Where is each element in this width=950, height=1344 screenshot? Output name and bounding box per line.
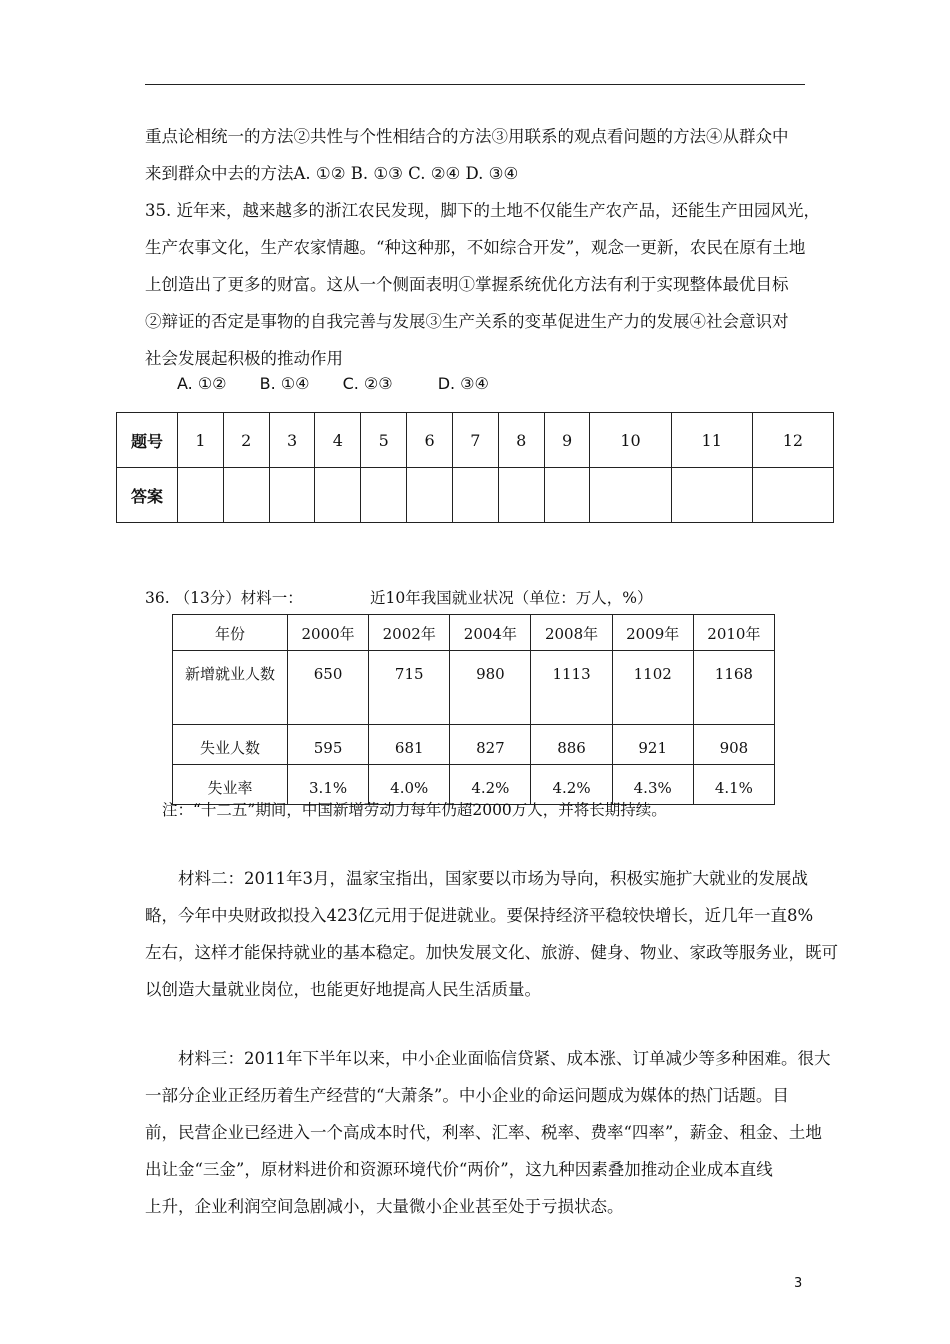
question-number-cell: 7 <box>452 413 498 468</box>
answer-row <box>117 468 834 523</box>
table-cell: 715 <box>369 651 450 725</box>
question-35-options <box>177 374 517 393</box>
table-cell: 4.2% <box>531 765 612 805</box>
question-number-cell: 6 <box>407 413 453 468</box>
year-header: 2000年 <box>288 615 369 651</box>
table-cell: 4.2% <box>450 765 531 805</box>
question-number-cell: 3 <box>269 413 315 468</box>
table-cell: 886 <box>531 725 612 765</box>
option-d: D. ③④ <box>437 374 489 393</box>
table-cell: 4.3% <box>612 765 693 805</box>
text-line: 前，民营企业已经进入一个高成本时代，利率、汇率、税率、费率“四率”，薪金、租金、土地 <box>145 1123 822 1142</box>
table-row <box>173 725 775 765</box>
answer-cell[interactable] <box>269 468 315 523</box>
table-cell: 1168 <box>693 651 774 725</box>
header-rule <box>145 84 805 85</box>
question-number-cell: 10 <box>590 413 671 468</box>
table-cell: 980 <box>450 651 531 725</box>
table-cell: 4.0% <box>369 765 450 805</box>
question-number-cell: 9 <box>544 413 590 468</box>
year-header: 2010年 <box>693 615 774 651</box>
question-number-cell: 11 <box>671 413 752 468</box>
text-line: 材料三：2011年下半年以来，中小企业面临信贷紧、成本涨、订单减少等多种困难。很大 <box>178 1049 831 1068</box>
table-cell: 1102 <box>612 651 693 725</box>
answer-sheet-table <box>116 412 834 523</box>
answer-cell[interactable] <box>590 468 671 523</box>
text-line: 上升，企业利润空间急剧减小，大量微小企业甚至处于亏损状态。 <box>145 1197 624 1216</box>
table-cell: 681 <box>369 725 450 765</box>
answer-label: 答案 <box>117 468 178 523</box>
answer-cell[interactable] <box>315 468 361 523</box>
text-line: 左右，这样才能保持就业的基本稳定。加快发展文化、旅游、健身、物业、家政等服务业，既可 <box>145 943 838 962</box>
question-number-row <box>117 413 834 468</box>
table-cell: 3.1% <box>288 765 369 805</box>
text-line: 来到群众中去的方法A. ①② B. ①③ C. ②④ D. ③④ <box>145 164 519 183</box>
table-cell: 1113 <box>531 651 612 725</box>
year-header: 2002年 <box>369 615 450 651</box>
table-header-row <box>173 615 775 651</box>
question-number-cell: 2 <box>223 413 269 468</box>
year-header-label: 年份 <box>173 615 288 651</box>
material-2 <box>145 860 838 1008</box>
option-a: A. ①② <box>177 374 227 393</box>
row-label: 新增就业人数 <box>173 651 288 725</box>
table-note: 注：“十二五”期间，中国新增劳动力每年仍超2000万人，并将长期持续。 <box>162 801 667 819</box>
text-line: 材料二：2011年3月，温家宝指出，国家要以市场为导向，积极实施扩大就业的发展战 <box>178 869 808 888</box>
question-34-tail <box>145 118 810 192</box>
page-number: 3 <box>794 1276 803 1291</box>
question-number-cell: 12 <box>752 413 833 468</box>
text-line: 重点论相统一的方法②共性与个性相结合的方法③用联系的观点看问题的方法④从群众中 <box>145 127 789 146</box>
answer-cell[interactable] <box>223 468 269 523</box>
material-3 <box>145 1040 831 1225</box>
row-label: 失业人数 <box>173 725 288 765</box>
year-header: 2008年 <box>531 615 612 651</box>
text-line: 生产农事文化，生产农家情趣。“种这种那，不如综合开发”，观念一更新，农民在原有土地 <box>145 238 806 257</box>
answer-cell[interactable] <box>752 468 833 523</box>
table-caption: 近10年我国就业状况（单位：万人，%） <box>370 589 653 607</box>
answer-cell[interactable] <box>407 468 453 523</box>
answer-cell[interactable] <box>361 468 407 523</box>
text-line: 35. 近年来，越来越多的浙江农民发现，脚下的土地不仅能生产农产品，还能生产田园风光， <box>145 201 820 220</box>
table-cell: 595 <box>288 725 369 765</box>
table-cell: 921 <box>612 725 693 765</box>
question-number-cell: 8 <box>498 413 544 468</box>
text-line: 略，今年中央财政拟投入423亿元用于促进就业。要保持经济平稳较快增长，近几年一直8% <box>145 906 814 925</box>
option-b: B. ①④ <box>259 374 310 393</box>
text-line: 社会发展起积极的推动作用 <box>145 349 343 368</box>
question-36-prefix: 36. （13分）材料一： <box>145 589 303 607</box>
question-number-cell: 4 <box>315 413 361 468</box>
text-line: 出让金“三金”，原材料进价和资源环境代价“两价”，这九种因素叠加推动企业成本直线 <box>145 1160 773 1179</box>
option-c: C. ②③ <box>342 374 393 393</box>
table-cell: 827 <box>450 725 531 765</box>
answer-cell[interactable] <box>671 468 752 523</box>
employment-table <box>172 614 775 805</box>
text-line: 上创造出了更多的财富。这从一个侧面表明①掌握系统优化方法有利于实现整体最优目标 <box>145 275 789 294</box>
question-number-cell: 1 <box>178 413 224 468</box>
question-number-label: 题号 <box>117 413 178 468</box>
text-line: 以创造大量就业岗位，也能更好地提高人民生活质量。 <box>145 980 541 999</box>
answer-cell[interactable] <box>452 468 498 523</box>
question-36-heading <box>145 586 653 608</box>
question-number-cell: 5 <box>361 413 407 468</box>
row-label: 失业率 <box>173 765 288 805</box>
table-cell: 650 <box>288 651 369 725</box>
table-cell: 908 <box>693 725 774 765</box>
question-35 <box>145 192 820 377</box>
answer-cell[interactable] <box>178 468 224 523</box>
year-header: 2004年 <box>450 615 531 651</box>
answer-cell[interactable] <box>544 468 590 523</box>
answer-cell[interactable] <box>498 468 544 523</box>
year-header: 2009年 <box>612 615 693 651</box>
text-line: ②辩证的否定是事物的自我完善与发展③生产关系的变革促进生产力的发展④社会意识对 <box>145 312 789 331</box>
text-line: 一部分企业正经历着生产经营的“大萧条”。中小企业的命运问题成为媒体的热门话题。目 <box>145 1086 789 1105</box>
table-row <box>173 651 775 725</box>
table-cell: 4.1% <box>693 765 774 805</box>
